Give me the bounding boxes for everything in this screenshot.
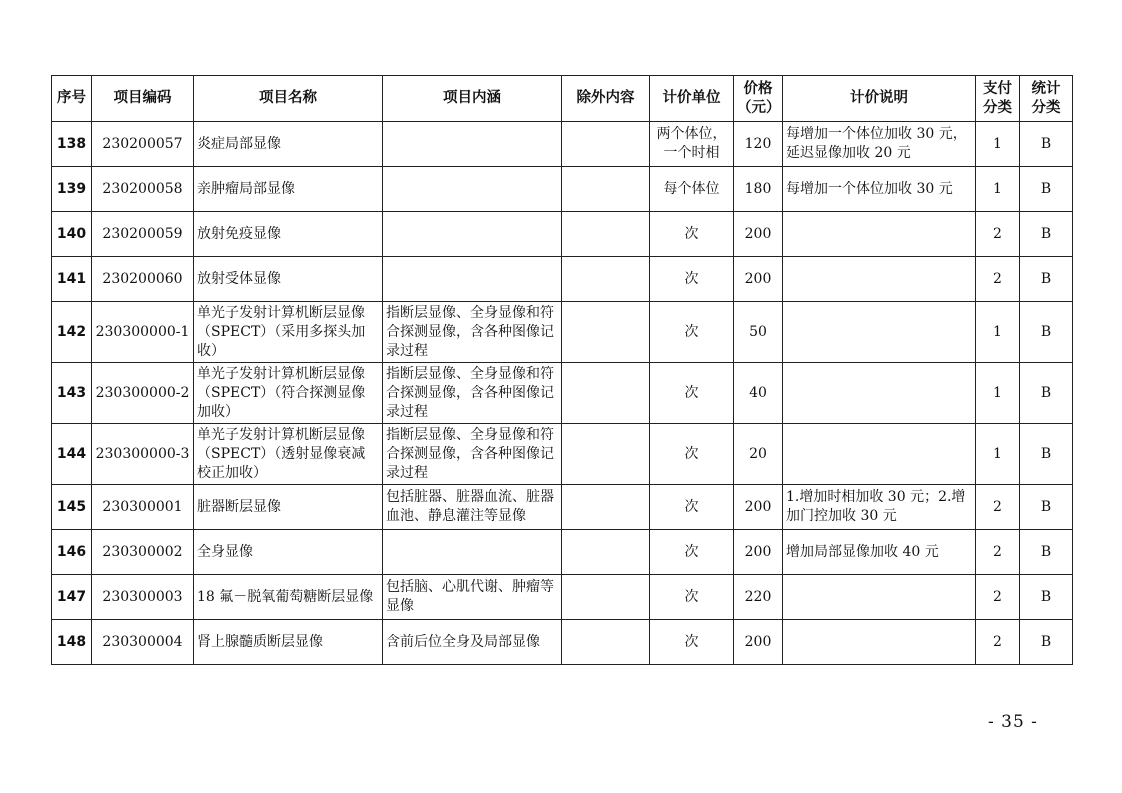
cell-name: 亲肿瘤局部显像: [194, 167, 383, 212]
cell-unit: 次: [650, 257, 734, 302]
cell-code: 230200059: [92, 212, 194, 257]
cell-name: 18 氟－脱氧葡萄糖断层显像: [194, 575, 383, 620]
cell-unit: 次: [650, 363, 734, 424]
cell-content: [383, 257, 562, 302]
header-pay-line1: 支付: [983, 80, 1012, 97]
header-stat-line1: 统计: [1031, 80, 1061, 97]
header-exclusion: 除外内容: [562, 76, 650, 122]
cell-seq: 141: [52, 257, 92, 302]
header-seq: 序号: [52, 76, 92, 122]
cell-unit: 次: [650, 212, 734, 257]
cell-exclusion: [562, 257, 650, 302]
cell-price: 200: [734, 212, 783, 257]
cell-stat: B: [1020, 485, 1073, 530]
cell-stat: B: [1020, 257, 1073, 302]
cell-pay: 1: [976, 363, 1020, 424]
cell-code: 230300004: [92, 620, 194, 665]
cell-name: 单光子发射计算机断层显像（SPECT）（符合探测显像加收）: [194, 363, 383, 424]
cell-exclusion: [562, 122, 650, 167]
cell-seq: 139: [52, 167, 92, 212]
header-pay-line2: 分类: [983, 99, 1012, 116]
cell-pay: 1: [976, 424, 1020, 485]
cell-pay: 1: [976, 122, 1020, 167]
cell-exclusion: [562, 212, 650, 257]
header-content: 项目内涵: [383, 76, 562, 122]
cell-pay: 2: [976, 485, 1020, 530]
table-row: [52, 424, 1073, 485]
cell-price: 180: [734, 167, 783, 212]
cell-price: 200: [734, 530, 783, 575]
header-price-line1: 价格: [743, 80, 773, 97]
cell-unit: 次: [650, 575, 734, 620]
cell-name: 放射受体显像: [194, 257, 383, 302]
header-price: [734, 76, 783, 122]
cell-seq: 144: [52, 424, 92, 485]
cell-name: 脏器断层显像: [194, 485, 383, 530]
header-note: 计价说明: [783, 76, 976, 122]
cell-content: [383, 122, 562, 167]
cell-unit: 两个体位，一个时相: [650, 122, 734, 167]
cell-note: [783, 620, 976, 665]
cell-seq: 140: [52, 212, 92, 257]
cell-code: 230300003: [92, 575, 194, 620]
cell-content: [383, 212, 562, 257]
cell-exclusion: [562, 424, 650, 485]
header-unit: 计价单位: [650, 76, 734, 122]
cell-exclusion: [562, 302, 650, 363]
cell-code: 230300001: [92, 485, 194, 530]
cell-pay: 2: [976, 620, 1020, 665]
cell-code: 230200057: [92, 122, 194, 167]
cell-stat: B: [1020, 424, 1073, 485]
cell-price: 220: [734, 575, 783, 620]
cell-note: 增加局部显像加收 40 元: [783, 530, 976, 575]
cell-unit: 次: [650, 620, 734, 665]
cell-stat: B: [1020, 302, 1073, 363]
cell-seq: 146: [52, 530, 92, 575]
cell-seq: 147: [52, 575, 92, 620]
cell-seq: 145: [52, 485, 92, 530]
cell-seq: 138: [52, 122, 92, 167]
cell-content: [383, 530, 562, 575]
cell-code: 230200058: [92, 167, 194, 212]
table-row: [52, 122, 1073, 167]
cell-code: 230300000-2: [92, 363, 194, 424]
cell-name: 单光子发射计算机断层显像（SPECT）（透射显像衰减校正加收）: [194, 424, 383, 485]
header-stat-line2: 分类: [1031, 99, 1061, 116]
header-stat: [1020, 76, 1073, 122]
cell-note: 每增加一个体位加收 30 元: [783, 167, 976, 212]
cell-exclusion: [562, 485, 650, 530]
cell-code: 230300000-1: [92, 302, 194, 363]
cell-name: 放射免疫显像: [194, 212, 383, 257]
header-code: 项目编码: [92, 76, 194, 122]
cell-price: 200: [734, 485, 783, 530]
cell-note: [783, 257, 976, 302]
cell-content: 包括脑、心肌代谢、肿瘤等显像: [383, 575, 562, 620]
cell-code: 230200060: [92, 257, 194, 302]
cell-price: 120: [734, 122, 783, 167]
cell-content: 指断层显像、全身显像和符合探测显像，含各种图像记录过程: [383, 302, 562, 363]
cell-content: 指断层显像、全身显像和符合探测显像，含各种图像记录过程: [383, 424, 562, 485]
cell-unit: 次: [650, 302, 734, 363]
header-row: [52, 76, 1073, 122]
cell-code: 230300002: [92, 530, 194, 575]
cell-price: 200: [734, 620, 783, 665]
cell-exclusion: [562, 167, 650, 212]
table-row: [52, 212, 1073, 257]
cell-stat: B: [1020, 620, 1073, 665]
cell-unit: 次: [650, 530, 734, 575]
cell-content: 包括脏器、脏器血流、脏器血池、静息灌注等显像: [383, 485, 562, 530]
cell-content: [383, 167, 562, 212]
cell-stat: B: [1020, 212, 1073, 257]
table-row: [52, 302, 1073, 363]
cell-seq: 148: [52, 620, 92, 665]
cell-price: 20: [734, 424, 783, 485]
cell-note: [783, 363, 976, 424]
cell-seq: 142: [52, 302, 92, 363]
cell-note: [783, 212, 976, 257]
cell-name: 肾上腺髓质断层显像: [194, 620, 383, 665]
table-row: [52, 167, 1073, 212]
cell-exclusion: [562, 530, 650, 575]
cell-stat: B: [1020, 530, 1073, 575]
cell-unit: 次: [650, 485, 734, 530]
cell-note: [783, 424, 976, 485]
cell-price: 200: [734, 257, 783, 302]
cell-note: 1.增加时相加收 30 元；2.增加门控加收 30 元: [783, 485, 976, 530]
page-number: - 35 -: [988, 712, 1038, 732]
table-row: [52, 363, 1073, 424]
cell-pay: 2: [976, 212, 1020, 257]
cell-pay: 1: [976, 167, 1020, 212]
cell-pay: 2: [976, 575, 1020, 620]
cell-pay: 2: [976, 257, 1020, 302]
table-row: [52, 575, 1073, 620]
cell-stat: B: [1020, 575, 1073, 620]
table-row: [52, 620, 1073, 665]
cell-unit: 次: [650, 424, 734, 485]
cell-exclusion: [562, 575, 650, 620]
cell-note: [783, 302, 976, 363]
header-price-line2: （元）: [737, 99, 781, 116]
cell-price: 40: [734, 363, 783, 424]
cell-seq: 143: [52, 363, 92, 424]
cell-stat: B: [1020, 363, 1073, 424]
cell-pay: 1: [976, 302, 1020, 363]
table-row: [52, 485, 1073, 530]
table-row: [52, 257, 1073, 302]
table-row: [52, 530, 1073, 575]
cell-stat: B: [1020, 167, 1073, 212]
cell-price: 50: [734, 302, 783, 363]
cell-content: 指断层显像、全身显像和符合探测显像，含各种图像记录过程: [383, 363, 562, 424]
cell-exclusion: [562, 620, 650, 665]
cell-note: [783, 575, 976, 620]
cell-note: 每增加一个体位加收 30 元，延迟显像加收 20 元: [783, 122, 976, 167]
cell-pay: 2: [976, 530, 1020, 575]
cell-stat: B: [1020, 122, 1073, 167]
cell-exclusion: [562, 363, 650, 424]
cell-name: 单光子发射计算机断层显像（SPECT）（采用多探头加收）: [194, 302, 383, 363]
cell-unit: 每个体位: [650, 167, 734, 212]
cell-content: 含前后位全身及局部显像: [383, 620, 562, 665]
cell-name: 炎症局部显像: [194, 122, 383, 167]
cell-code: 230300000-3: [92, 424, 194, 485]
header-name: 项目名称: [194, 76, 383, 122]
price-table: [51, 75, 1073, 665]
header-pay: [976, 76, 1020, 122]
cell-name: 全身显像: [194, 530, 383, 575]
